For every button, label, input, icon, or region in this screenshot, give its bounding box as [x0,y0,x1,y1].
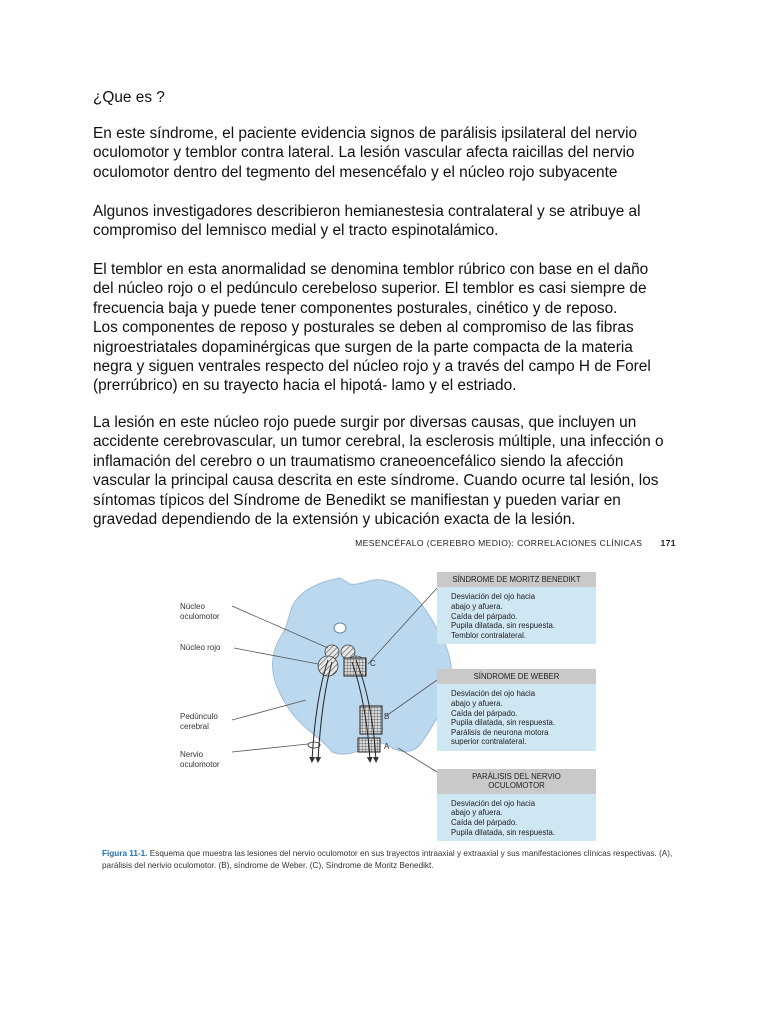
paragraph-line: Algunos investigadores describieron hemianestesia contralateral y se atribuye al [93,203,641,220]
paragraph-line: oculomotor y temblor contra lateral. La lesión vascular afecta raicillas del nervio [93,144,635,162]
box-title-line: PARÁLISIS DEL NERVIO [472,772,561,781]
paragraph-3 [93,260,693,396]
paragraph-line: inflamación del cerebro o un traumatismo craneoencefálico siendo la afección [93,452,624,470]
lesion-b [360,706,382,734]
nerve-marker [308,742,320,748]
label-line: Pedúnculo [180,712,218,721]
paragraph-1 [93,124,693,182]
box-body [437,684,596,751]
box-line: Pupila dilatada, sin respuesta. [451,718,556,728]
label-nucleo-oculomotor [180,602,220,621]
caption-text: Esquema que muestra las lesiones del nervio oculomotor en sus trayectos intraaxial y extraaxial y sus manifestaciones clínicas respectivas. (A), parálisis del nerivio oculomotor. (B), síndrome de Weber. (C), Síndrome de Moritz Benedikt. [102,849,673,870]
box-line: Caída del párpado. [451,611,518,621]
label-a: A [384,742,390,751]
label-line: oculomotor [180,611,220,621]
paragraph-line: negra y siguen ventrales respecto del núcleo rojo y a través del campo H de Forel [93,358,651,376]
label-line: oculomotor [180,759,220,769]
label-line: Nervio [180,750,204,759]
paragraph-line: vascular la principal causa descrita en este síndrome. Cuando ocurre tal lesión, los [93,472,659,490]
box-title [437,769,596,794]
box-line: abajo y afuera. [451,602,503,611]
paragraph-line: Los componentes de reposo y posturales se deben al compromiso de las fibras [93,319,634,337]
paragraph-2 [93,202,693,241]
box-line: abajo y afuera. [451,699,503,708]
box-sindrome-weber [437,669,596,751]
paragraph-line: (prerrúbrico) en su trayecto hacia el hipotá- lamo y el estriado. [93,377,517,395]
figure-11-1 [92,530,684,880]
figure-label: Figura 11-1. [102,849,148,858]
paragraph-line: La lesión en este núcleo rojo puede surgir por diversas causas, que incluyen un [93,414,637,431]
label-nucleo-rojo: Núcleo rojo [180,643,221,652]
page-number: 171 [660,538,676,548]
figure-caption [102,848,682,872]
paragraph-line: frecuencia baja y puede tener componentes posturales, cinético y de reposo. [93,299,618,317]
paragraph-line: nigroestriatales dopaminérgicas que surgen de la parte compacta de la materia [93,338,633,356]
lesion-c [344,658,366,676]
box-line: Desviación del ojo hacia [451,798,536,808]
paragraph-line: En este síndrome, el paciente evidencia signos de parálisis ipsilateral del nervio [93,125,638,142]
paragraph-4 [93,413,693,529]
box-line: Parálisis de neurona motora [451,727,549,737]
box-body [437,794,596,841]
box-body [437,587,596,644]
paragraph-line: El temblor en esta anormalidad se denomina temblor rúbrico con base en el daño [93,261,649,278]
question-heading: ¿Que es ? [93,89,165,106]
box-line: Desviación del ojo hacia [451,592,536,602]
label-c: C [370,659,376,668]
label-nervio-oculomotor [180,750,220,769]
paragraph-line: oculomotor dentro del tegmento del mesencéfalo y el núcleo rojo subyacente [93,163,618,181]
box-title: SÍNDROME DE WEBER [437,669,596,684]
chapter-header-text: MESENCÉFALO (CEREBRO MEDIO): CORRELACIONES CLÍNICAS [355,538,643,548]
box-line: Pupila dilatada, sin respuesta. [451,827,556,837]
box-line: Caída del párpado. [451,818,518,827]
box-line: Pupila dilatada, sin respuesta. [451,621,556,631]
paragraph-line: del núcleo rojo o el pedúnculo cerebeloso superior. El temblor es casi siempre de [93,280,647,298]
paragraph-line: compromiso del lemnisco medial y el tracto espinotalámico. [93,222,499,240]
paragraph-line: accidente cerebrovascular, un tumor cerebral, la esclerosis múltiple, una infección o [93,433,664,451]
box-paralisis-nervio-oculomotor [437,769,596,841]
box-title-line: OCULOMOTOR [488,781,545,791]
box-line: superior contralateral. [451,737,527,747]
cerebral-aqueduct [334,623,346,633]
box-line: abajo y afuera. [451,808,503,818]
label-line: Núcleo [180,602,205,611]
paragraph-line: síntomas típicos del Síndrome de Benedikt se manifiestan y pueden variar en [93,491,621,509]
box-sindrome-benedikt [437,572,596,644]
label-line: cerebral [180,721,209,731]
box-title: SÍNDROME DE MORITZ BENEDIKT [437,572,596,587]
box-line: Caída del párpado. [451,708,518,718]
box-line: Temblor contralateral. [451,630,526,640]
paragraph-line: gravedad dependiendo de la extensión y ubicación exacta de la lesión. [93,511,576,529]
red-nucleus-left [318,656,338,676]
box-line: Desviación del ojo hacia [451,689,536,699]
label-b: B [384,712,390,721]
label-pedunculo-cerebral [180,712,218,731]
